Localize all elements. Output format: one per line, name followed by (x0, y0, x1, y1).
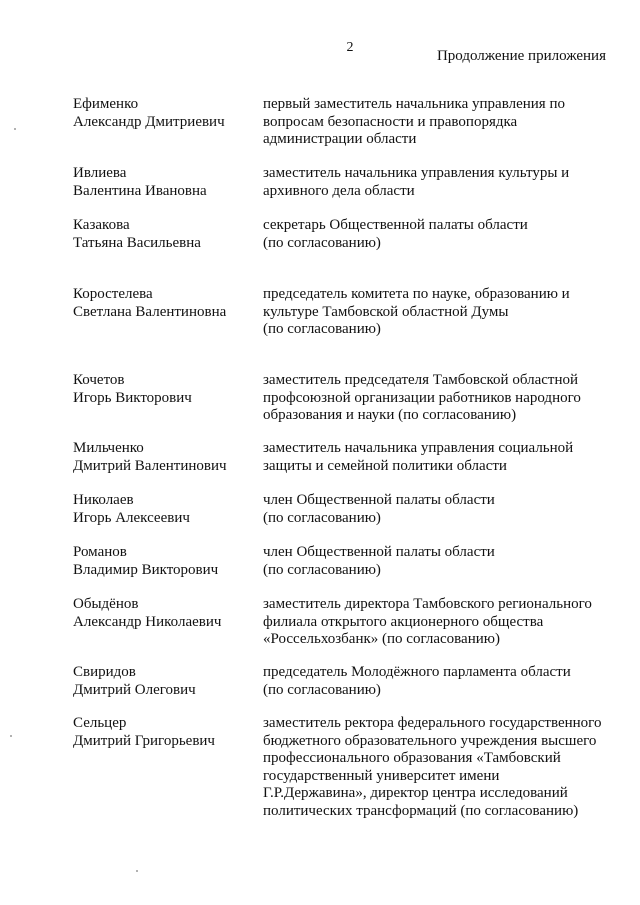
member-surname: Обыдёнов (73, 596, 139, 612)
member-surname: Свиридов (73, 664, 136, 680)
member-role (263, 715, 623, 820)
role-line: профсоюзной организации работников народного (263, 389, 581, 406)
role-line: член Общественной палаты области (263, 544, 495, 560)
member-name (73, 596, 253, 631)
member-surname: Романов (73, 544, 127, 560)
member-surname: Кочетов (73, 372, 125, 388)
role-line: заместитель начальника управления социальной (263, 440, 574, 456)
member-role (263, 372, 623, 425)
member-given-names: Владимир Викторович (73, 561, 219, 578)
role-line: архивного дела области (263, 182, 415, 199)
member-given-names: Татьяна Васильевна (73, 234, 201, 251)
member-name (73, 664, 253, 699)
role-line: (по согласованию) (263, 234, 381, 251)
role-line: (по согласованию) (263, 561, 381, 578)
role-line: государственный университет имени (263, 767, 500, 784)
scan-speck (14, 128, 16, 130)
role-line: вопросам безопасности и правопорядка (263, 113, 518, 130)
member-role (263, 96, 623, 149)
member-surname: Николаев (73, 492, 134, 508)
member-role (263, 596, 623, 649)
member-name (73, 715, 253, 750)
role-line: заместитель начальника управления культуры и (263, 165, 570, 181)
role-line: член Общественной палаты области (263, 492, 495, 508)
role-line: культуре Тамбовской областной Думы (263, 303, 509, 320)
member-name (73, 165, 253, 200)
member-given-names: Светлана Валентиновна (73, 303, 227, 320)
role-line: заместитель ректора федерального государственного (263, 715, 602, 731)
member-given-names: Дмитрий Валентинович (73, 457, 227, 474)
member-role (263, 440, 623, 475)
member-name (73, 217, 253, 252)
member-name (73, 372, 253, 407)
member-surname: Ефименко (73, 96, 139, 112)
member-given-names: Игорь Алексеевич (73, 509, 190, 526)
member-name (73, 544, 253, 579)
member-role (263, 165, 623, 200)
scan-speck (10, 735, 12, 737)
role-line: Г.Р.Державина», директор центра исследований (263, 785, 568, 801)
scan-speck (136, 870, 138, 872)
role-line: заместитель директора Тамбовского регионального (263, 596, 592, 612)
role-line: (по согласованию) (263, 321, 381, 337)
member-given-names: Дмитрий Григорьевич (73, 732, 215, 749)
member-given-names: Игорь Викторович (73, 389, 192, 406)
member-role (263, 492, 623, 527)
member-given-names: Валентина Ивановна (73, 182, 207, 199)
role-line: секретарь Общественной палаты области (263, 217, 528, 233)
member-surname: Мильченко (73, 440, 144, 456)
role-line: «Россельхозбанк» (по согласованию) (263, 631, 500, 647)
role-line: председатель Молодёжного парламента области (263, 664, 571, 680)
member-surname: Коростелева (73, 286, 153, 302)
member-name (73, 286, 253, 321)
page-number: 2 (346, 40, 354, 55)
role-line: профессионального образования «Тамбовский (263, 750, 561, 766)
role-line: (по согласованию) (263, 681, 381, 698)
member-role (263, 286, 623, 339)
member-role (263, 664, 623, 699)
member-surname: Ивлиева (73, 165, 127, 181)
member-role (263, 544, 623, 579)
member-surname: Казакова (73, 217, 130, 233)
role-line: филиала открытого акционерного общества (263, 613, 544, 630)
member-given-names: Дмитрий Олегович (73, 681, 196, 698)
role-line: администрации области (263, 131, 417, 147)
continuation-heading: Продолжение приложения (436, 48, 606, 64)
member-name (73, 492, 253, 527)
role-line: защиты и семейной политики области (263, 457, 507, 474)
member-given-names: Александр Николаевич (73, 613, 222, 630)
role-line: (по согласованию) (263, 509, 381, 526)
role-line: первый заместитель начальника управления по (263, 96, 565, 112)
role-line: заместитель председателя Тамбовской областной (263, 372, 578, 388)
member-role (263, 217, 623, 252)
member-name (73, 440, 253, 475)
member-name (73, 96, 253, 131)
role-line: бюджетного образовательного учреждения высшего (263, 732, 597, 749)
member-given-names: Александр Дмитриевич (73, 113, 225, 130)
role-line: политических трансформаций (по согласованию) (263, 802, 579, 819)
member-surname: Сельцер (73, 715, 127, 731)
role-line: председатель комитета по науке, образованию и (263, 286, 570, 302)
role-line: образования и науки (по согласованию) (263, 407, 517, 423)
